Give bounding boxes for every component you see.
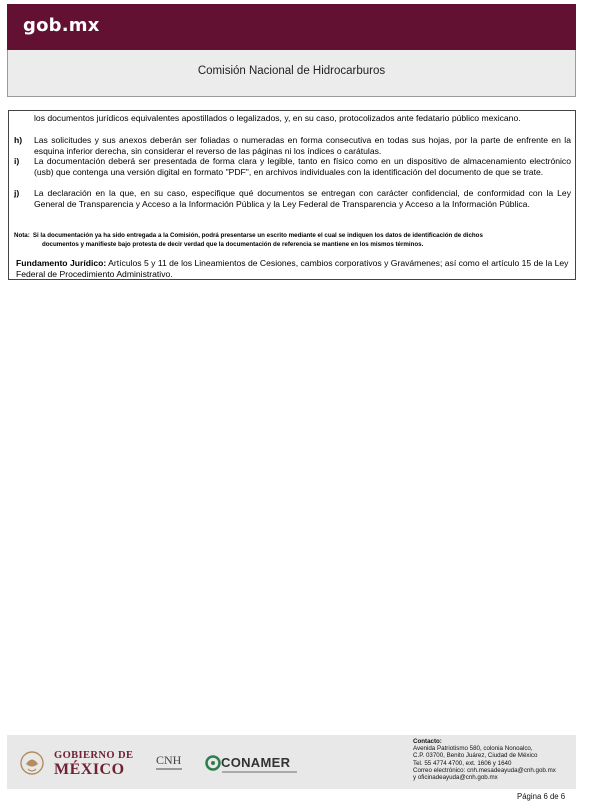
requirements-box — [8, 110, 576, 280]
legal-basis-text: Artículos 5 y 11 de los Lineamientos de Cesiones, cambios corporativos y Gravámenes; así como el artículo 15 de la Ley Federal de Procedimiento Administrativo. — [16, 258, 569, 279]
contact-title: Contacto: — [413, 738, 442, 745]
note-text-continued: documentos y manifieste bajo protesta de decir verdad que la documentación de referencia se mantiene en los mismos términos. — [42, 240, 424, 248]
cnh-logo: CNH — [156, 753, 182, 767]
page-title: Comisión Nacional de Hidrocarburos — [197, 65, 386, 77]
gob-wordmark-line2: MÉXICO — [54, 761, 125, 778]
contact-line: C.P. 03700, Benito Juárez, Ciudad de México — [413, 752, 538, 760]
item-text: La declaración en la que, en su caso, especifique qué documentos se entregan con carácter confidencial, de conformidad con la Ley General de Transparencia y Acceso a la Información Pública y la Ley Federal de Transparencia y Acceso a la Información Pública. — [34, 188, 571, 209]
cnh-logo-underline — [156, 768, 182, 770]
note-text: Si la documentación ya ha sido entregada a la Comisión, podrá presentarse un escrito mediante el cual se indiquen los datos de identificación de dichos — [32, 232, 483, 239]
item-text: La documentación deberá ser presentada de forma clara y legible, tanto en físico como en un dispositivo de almacenamiento electrónico (usb) que contenga una versión digital en formato "PDF", en archivos individuales con la identificación del documento de que se trate. — [34, 156, 571, 177]
contact-block — [413, 738, 573, 781]
contact-line: Tel. 55 4774 4700, ext. 1606 y 1640 — [413, 759, 512, 767]
legal-basis-label: Fundamento Jurídico: — [16, 258, 107, 268]
brand-logo[interactable]: gob.mx — [23, 15, 100, 36]
note — [14, 232, 569, 250]
conamer-logo-underline — [222, 771, 297, 773]
item-label: h) — [14, 135, 23, 145]
contact-line: Avenida Patriotismo 580, colonia Nonoalco, — [413, 745, 533, 753]
footer — [7, 735, 576, 789]
item-label: j) — [14, 188, 20, 198]
header-bar — [7, 4, 576, 50]
page-number: Página 6 de 6 — [517, 792, 566, 801]
item-text: Las solicitudes y sus anexos deberán ser foliadas o numeradas en forma consecutiva en todas sus hojas, por la parte de enfrente en la esquina inferior derecha, sin considerar el reverso de las páginas ni los índices o carátulas. — [34, 135, 571, 156]
contact-line[interactable]: Correo electrónico: cnh.mesadeayuda@cnh.gob.mx — [413, 766, 556, 774]
mexico-emblem-icon — [19, 749, 45, 777]
subheader-bar — [7, 50, 576, 97]
continuation-text: los documentos jurídicos equivalentes apostillados o legalizados, y, en su caso, protocolizados ante fedatario público mexicano. — [34, 113, 521, 123]
legal-basis — [16, 258, 569, 279]
item-label: i) — [14, 156, 20, 166]
gob-wordmark-line1: GOBIERNO DE — [54, 750, 134, 761]
conamer-logo-icon — [205, 755, 221, 771]
conamer-logo: CONAMER — [221, 755, 291, 770]
contact-line[interactable]: y oficinadeayuda@cnh.gob.mx — [413, 774, 498, 782]
note-label: Nota: — [14, 232, 30, 239]
